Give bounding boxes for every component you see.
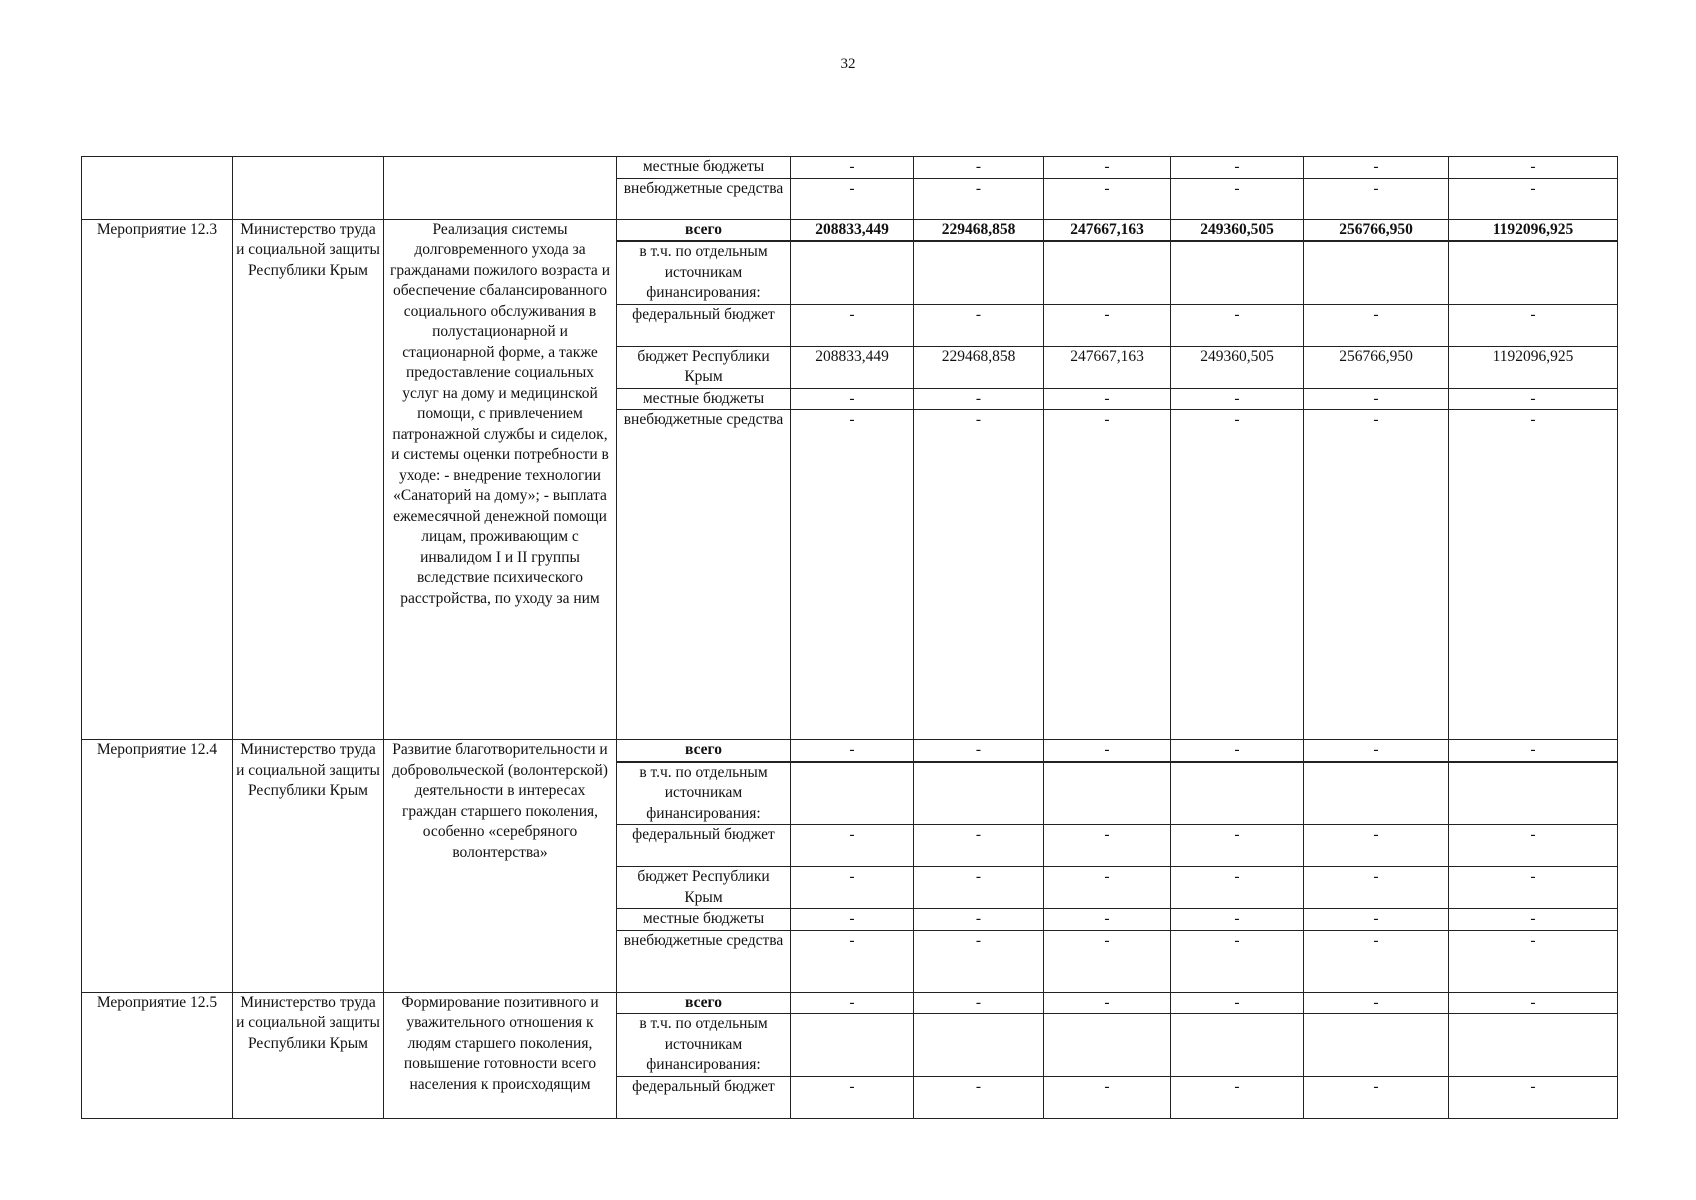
value-2024: - (1171, 157, 1304, 179)
source-label: в т.ч. по отдельным источникам финансирования: (617, 762, 791, 825)
value-2022: - (914, 388, 1044, 410)
value-2022: - (914, 930, 1044, 992)
value-total: - (1449, 825, 1618, 867)
value-2022: - (914, 410, 1044, 740)
value-2021: 208833,449 (791, 346, 914, 388)
value-2025: 256766,950 (1304, 346, 1449, 388)
value-2022: - (914, 909, 1044, 931)
value-2021: - (791, 930, 914, 992)
value-2025: - (1304, 1076, 1449, 1118)
value-2023: - (1044, 178, 1171, 219)
measure-label-cell: Мероприятие 12.4 (82, 740, 233, 993)
value-2021: - (791, 178, 914, 219)
value-2022: - (914, 1076, 1044, 1118)
source-label: федеральный бюджет (617, 304, 791, 346)
source-label: федеральный бюджет (617, 1076, 791, 1118)
value-2022: 229468,858 (914, 346, 1044, 388)
page-number: 32 (840, 56, 856, 72)
value-2025: - (1304, 909, 1449, 931)
value-2021: - (791, 909, 914, 931)
value-2024: 249360,505 (1171, 346, 1304, 388)
value-2024: - (1171, 930, 1304, 992)
value-2023: - (1044, 1076, 1171, 1118)
value-2023: - (1044, 825, 1171, 867)
table-row (82, 219, 1618, 241)
executor-cell (233, 157, 384, 220)
source-label: всего (617, 992, 791, 1014)
value-total: - (1449, 930, 1618, 992)
value-total: - (1449, 157, 1618, 179)
source-label: федеральный бюджет (617, 825, 791, 867)
value-total: - (1449, 992, 1618, 1014)
value-2024: - (1171, 178, 1304, 219)
value-2025: - (1304, 825, 1449, 867)
value-2025: - (1304, 740, 1449, 762)
value-2023: 247667,163 (1044, 219, 1171, 241)
source-label: местные бюджеты (617, 157, 791, 179)
value-2025: - (1304, 867, 1449, 909)
description-cell: Развитие благотворительности и добровольческой (волонтерской) деятельности в интересах граждан старшего поколения, особенно «серебряного волонтерства» (384, 740, 617, 993)
measure-label-cell (82, 157, 233, 220)
value-2024: - (1171, 825, 1304, 867)
value-2023: - (1044, 388, 1171, 410)
measure-label-cell: Мероприятие 12.5 (82, 992, 233, 1118)
value-2023: - (1044, 410, 1171, 740)
value-2024: - (1171, 410, 1304, 740)
source-label: всего (617, 740, 791, 762)
value-total: 1192096,925 (1449, 346, 1618, 388)
value-total: - (1449, 178, 1618, 219)
value-2021: - (791, 740, 914, 762)
value-total: - (1449, 388, 1618, 410)
description-cell (384, 157, 617, 220)
value-2025: - (1304, 157, 1449, 179)
value-2024: - (1171, 992, 1304, 1014)
source-label: бюджет Республики Крым (617, 867, 791, 909)
value-total: 1192096,925 (1449, 219, 1618, 241)
source-label: местные бюджеты (617, 909, 791, 931)
value-2025: - (1304, 178, 1449, 219)
value-2021: - (791, 157, 914, 179)
value-2023: - (1044, 930, 1171, 992)
table-row (82, 740, 1618, 762)
value-2022: - (914, 157, 1044, 179)
executor-cell: Министерство труда и социальной защиты Республики Крым (233, 740, 384, 993)
source-label: бюджет Республики Крым (617, 346, 791, 388)
value-total: - (1449, 410, 1618, 740)
value-2024: - (1171, 909, 1304, 931)
value-2023: - (1044, 157, 1171, 179)
value-2025: - (1304, 304, 1449, 346)
value-2025: - (1304, 388, 1449, 410)
value-2021: - (791, 388, 914, 410)
executor-cell: Министерство труда и социальной защиты Республики Крым (233, 219, 384, 740)
value-2024: - (1171, 867, 1304, 909)
value-total: - (1449, 867, 1618, 909)
value-total: - (1449, 909, 1618, 931)
source-label: в т.ч. по отдельным источникам финансирования: (617, 1014, 791, 1077)
value-2023: - (1044, 304, 1171, 346)
value-2023: - (1044, 992, 1171, 1014)
description-cell: Реализация системы долговременного ухода за гражданами пожилого возраста и обеспечение сбалансированного социального обслуживания в полустационарной и стационарной форме, а также предоставление социальных услуг на дому и медицинской помощи, с привлечением патронажной службы и сиделок, и системы оценки потребности в уходе: - внедрение технологии «Санаторий на дому»; - выплата ежемесячной денежной помощи лицам, проживающим с инвалидом I и II группы вследствие психического расстройства, по уходу за ним (384, 219, 617, 740)
value-total: - (1449, 304, 1618, 346)
value-total: - (1449, 1076, 1618, 1118)
value-2021: 208833,449 (791, 219, 914, 241)
value-2021: - (791, 304, 914, 346)
source-label: в т.ч. по отдельным источникам финансирования: (617, 241, 791, 304)
value-2022: - (914, 867, 1044, 909)
value-2022: - (914, 992, 1044, 1014)
source-label: внебюджетные средства (617, 410, 791, 740)
description-cell: Формирование позитивного и уважительного отношения к людям старшего поколения, повышение готовности всего населения к происходящим (384, 992, 617, 1118)
value-2021: - (791, 825, 914, 867)
value-2023: - (1044, 740, 1171, 762)
source-label: внебюджетные средства (617, 930, 791, 992)
value-2023: - (1044, 867, 1171, 909)
value-2024: - (1171, 304, 1304, 346)
source-label: внебюджетные средства (617, 178, 791, 219)
value-2022: - (914, 740, 1044, 762)
executor-cell: Министерство труда и социальной защиты Республики Крым (233, 992, 384, 1118)
value-2023: 247667,163 (1044, 346, 1171, 388)
value-2025: 256766,950 (1304, 219, 1449, 241)
value-2024: - (1171, 388, 1304, 410)
budget-table (81, 156, 1618, 1119)
value-2024: - (1171, 740, 1304, 762)
value-2022: - (914, 825, 1044, 867)
value-2025: - (1304, 930, 1449, 992)
source-label: всего (617, 219, 791, 241)
value-2025: - (1304, 992, 1449, 1014)
value-2024: 249360,505 (1171, 219, 1304, 241)
value-2022: 229468,858 (914, 219, 1044, 241)
value-2024: - (1171, 1076, 1304, 1118)
value-2021: - (791, 1076, 914, 1118)
value-2022: - (914, 178, 1044, 219)
value-total: - (1449, 740, 1618, 762)
value-2021: - (791, 867, 914, 909)
value-2025: - (1304, 410, 1449, 740)
source-label: местные бюджеты (617, 388, 791, 410)
measure-label-cell: Мероприятие 12.3 (82, 219, 233, 740)
value-2023: - (1044, 909, 1171, 931)
table-row (82, 157, 1618, 179)
value-2022: - (914, 304, 1044, 346)
value-2021: - (791, 410, 914, 740)
table-row (82, 992, 1618, 1014)
value-2021: - (791, 992, 914, 1014)
